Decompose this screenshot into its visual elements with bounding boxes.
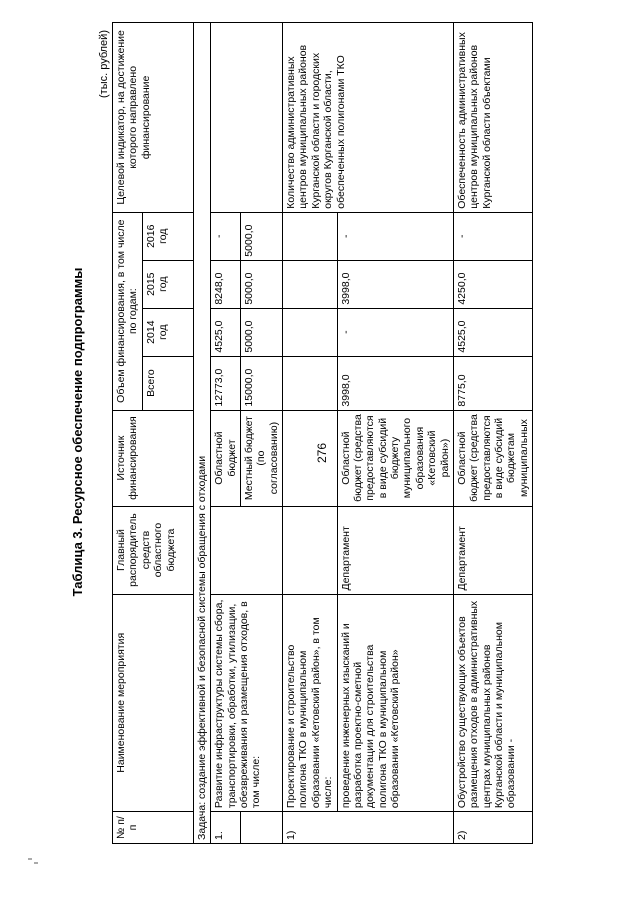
cell-2014: 4525,0 — [211, 308, 241, 356]
cell-2014: 4525,0 — [453, 308, 532, 356]
cell-indicator — [211, 23, 283, 213]
cell-2016 — [283, 212, 338, 260]
header-2016: 2016 год — [142, 212, 193, 260]
cell-num: 1. — [211, 812, 241, 844]
header-indicator: Целевой индикатор, на достижение которого направлено финансирование — [113, 23, 194, 213]
cell-2016: - — [337, 212, 453, 260]
cell-manager — [211, 506, 283, 594]
header-2015: 2015 год — [142, 260, 193, 308]
cell-manager — [283, 506, 338, 594]
cell-2014: - — [337, 308, 453, 356]
cell-2016: 5000,0 — [240, 212, 282, 260]
cell-name: Обустройство существующих объектов размещения отходов в административных центрах муниципальных районов Курганской области и муниципальном образовании - — [453, 594, 532, 812]
cell-2014: 5000,0 — [240, 308, 282, 356]
cell-2015: 5000,0 — [240, 260, 282, 308]
cell-source: Областной бюджет — [211, 410, 241, 506]
cell-total: 12773,0 — [211, 356, 241, 410]
cell-2016: - — [211, 212, 241, 260]
header-name: Наименование мероприятия — [113, 594, 194, 812]
header-manager: Главный распорядитель средств областного бюджета — [113, 506, 194, 594]
header-source: Источник финансирования — [113, 410, 194, 506]
task-row — [193, 23, 210, 844]
header-row — [113, 23, 143, 844]
resource-table — [112, 22, 533, 844]
cell-num — [240, 812, 282, 844]
header-volume: Объем финансирования, в том числе по годам: — [113, 212, 143, 410]
rotated-page — [16, 12, 640, 852]
table-row — [283, 23, 338, 844]
cell-2015: 3998,0 — [337, 260, 453, 308]
cell-total: 3998,0 — [337, 356, 453, 410]
unit-note: (тыс. рублей) — [98, 30, 110, 98]
table-row — [211, 23, 241, 844]
scan-mark — [28, 858, 32, 860]
header-total: Всего — [142, 356, 193, 410]
cell-2015: 8248,0 — [211, 260, 241, 308]
cell-source — [283, 410, 338, 506]
page-number: 276 — [315, 442, 330, 464]
cell-manager: Департамент — [453, 506, 532, 594]
cell-2015 — [283, 260, 338, 308]
header-2014: 2014 год — [142, 308, 193, 356]
cell-num: 2) — [453, 812, 532, 844]
cell-2014 — [283, 308, 338, 356]
cell-name: Развитие инфраструктуры системы сбора, транспортировки, обработки, утилизации, обезвреживания и размещения отходов, в том числе: — [211, 594, 283, 812]
cell-source: Местный бюджет (по согласованию) — [240, 410, 282, 506]
cell-2016: - — [453, 212, 532, 260]
cell-source: Областной бюджет (средства предоставляются в виде субсидий бюджетам муниципальных — [453, 410, 532, 506]
cell-total: 15000,0 — [240, 356, 282, 410]
table-title: Таблица 3. Ресурсное обеспечение подпрограммы — [70, 267, 85, 597]
table-row — [453, 23, 532, 844]
cell-total: 8775,0 — [453, 356, 532, 410]
cell-indicator: Обеспеченность административных центров муниципальных районов Курганской области объектами — [453, 23, 532, 213]
cell-name: проведение инженерных изысканий и разработка проектно-сметной документации для строительства полигона ТКО в муниципальном образовании «Кетовский район» — [337, 594, 453, 812]
task-text: Задача: создание эффективной и безопасной системы обращения с отходами — [193, 23, 210, 844]
cell-2015: 4250,0 — [453, 260, 532, 308]
cell-source: Областной бюджет (средства предоставляются в виде субсидий бюджету муниципального образования «Кетовский район») — [337, 410, 453, 506]
scan-mark — [34, 862, 38, 864]
cell-num: 1) — [283, 812, 454, 844]
cell-manager: Департамент — [337, 506, 453, 594]
header-num: № п/п — [113, 812, 194, 844]
cell-total — [283, 356, 338, 410]
cell-indicator: Количество административных центров муниципальных районов Курганской области и городских округов Курганской области, обеспеченных полигонами ТКО — [283, 23, 454, 213]
cell-name: Проектирование и строительство полигона ТКО в муниципальном образовании «Кетовский район», в том числе: — [283, 594, 338, 812]
